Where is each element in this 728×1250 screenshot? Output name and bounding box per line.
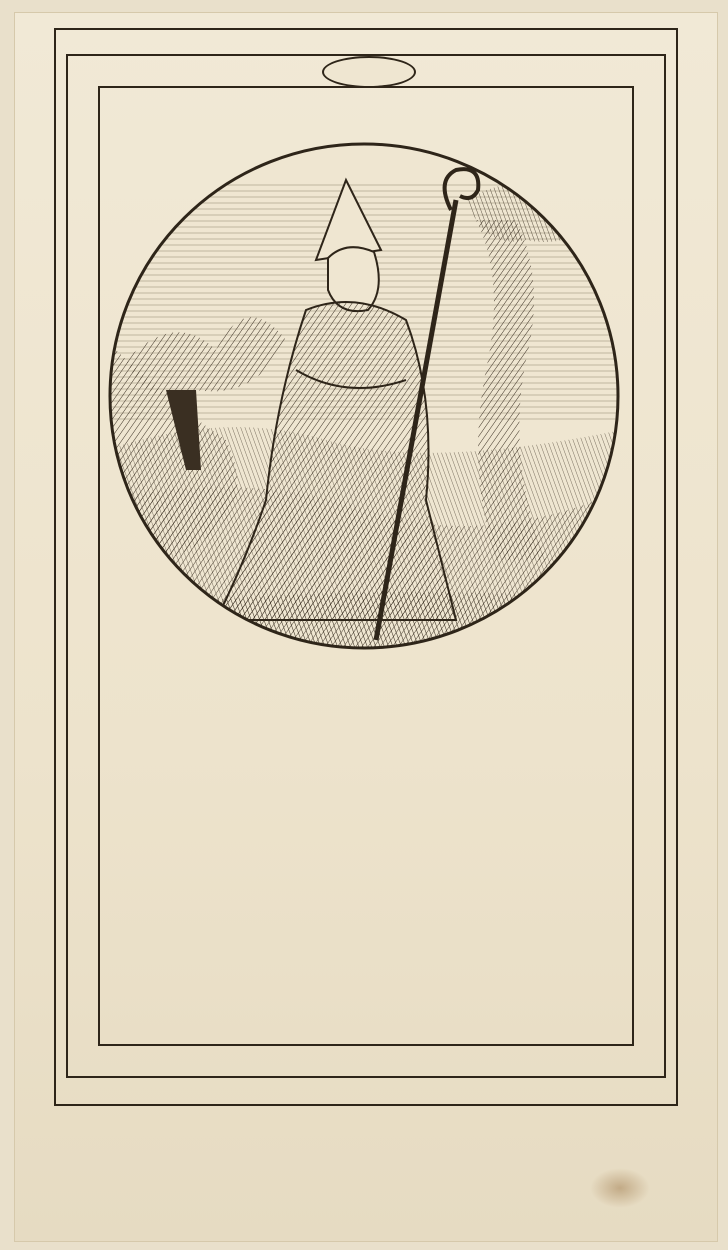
page-number (322, 56, 416, 88)
paper-stain (590, 1168, 650, 1208)
bottom-leaf-ornament (68, 1042, 660, 1072)
right-leaf-ornament (630, 86, 660, 1042)
left-leaf-ornament (68, 86, 98, 1042)
bishop-engraving (106, 140, 622, 652)
